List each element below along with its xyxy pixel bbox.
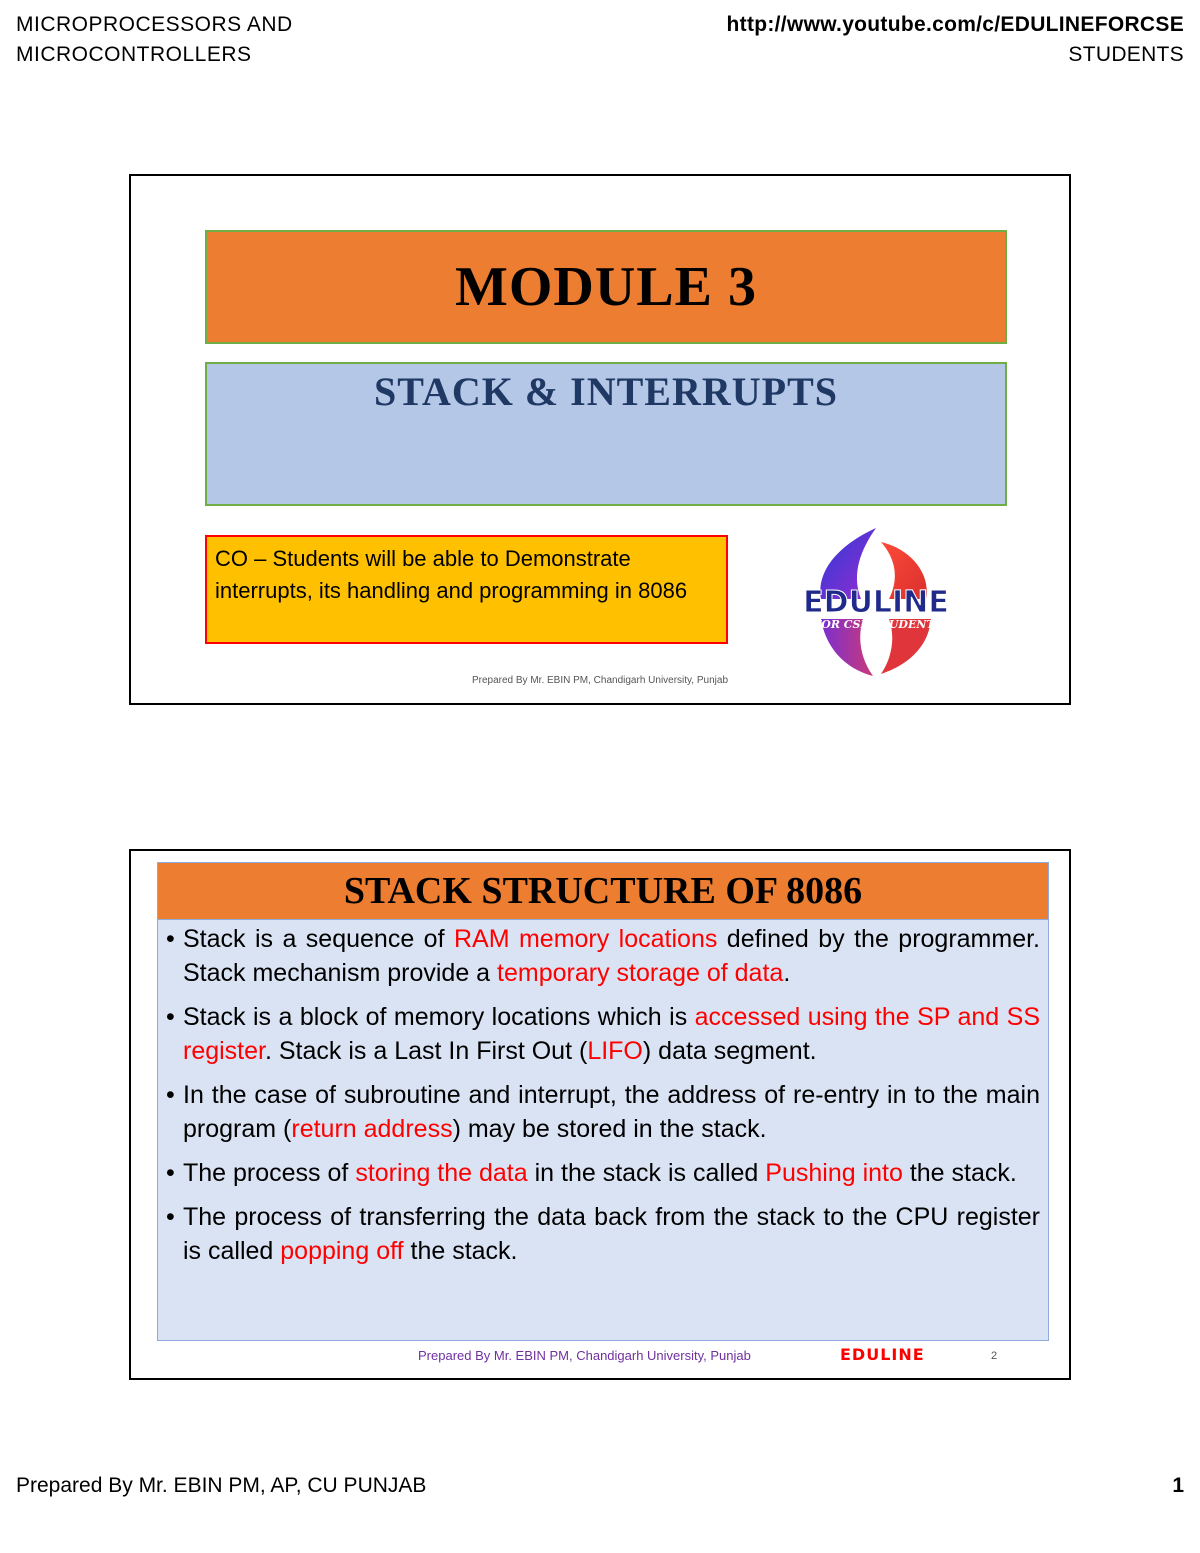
header-course-line1: MICROPROCESSORS AND (16, 13, 293, 36)
slide2-title-box (157, 862, 1049, 920)
bullet-text: the stack. (403, 1237, 518, 1265)
slide2-title: STACK STRUCTURE OF 8086 (343, 870, 863, 912)
slide2-prepared-by: Prepared By Mr. EBIN PM, Chandigarh University, Punjab (418, 1348, 751, 1363)
bullet-text: the stack. (902, 1159, 1017, 1187)
topic-title: STACK & INTERRUPTS (374, 369, 838, 414)
slide-2 (129, 849, 1071, 1380)
eduline-logo-text: EDULINE (803, 585, 949, 620)
module-title: MODULE 3 (455, 256, 757, 318)
slide1-prepared-by: Prepared By Mr. EBIN PM, Chandigarh University, Punjab (471, 675, 729, 686)
bullet-text: The process of (183, 1159, 356, 1187)
bullet-item (166, 1000, 1040, 1068)
document-header-course (16, 10, 293, 70)
page-number: 1 (1172, 1474, 1184, 1497)
eduline-logo (781, 524, 971, 679)
document-header-url[interactable] (727, 10, 1184, 70)
slide-1 (129, 174, 1071, 705)
highlighted-text: accessed using the SP and SS register (183, 1003, 1040, 1065)
highlighted-text: temporary storage of data (497, 959, 784, 987)
bullet-item (166, 922, 1040, 990)
highlighted-text: storing the data (355, 1159, 528, 1187)
highlighted-text: RAM memory locations (453, 925, 718, 953)
slide2-eduline-logo: EDULINE (840, 1345, 925, 1364)
bullet-text: ) may be stored in the stack. (452, 1115, 767, 1143)
module-title-box (205, 230, 1007, 344)
header-course-line2: MICROCONTROLLERS (16, 43, 252, 66)
topic-box (205, 362, 1007, 506)
header-url-line2[interactable]: STUDENTS (1068, 43, 1184, 66)
bullet-item (166, 1200, 1040, 1268)
course-outcome-box: CO – Students will be able to Demonstrate interrupts, its handling and programming in 8086 (205, 535, 728, 644)
highlighted-text: Pushing into (765, 1159, 903, 1187)
slide-number: 2 (991, 1350, 998, 1362)
bullet-text: . Stack is a Last In First Out ( (264, 1037, 588, 1065)
bullet-item (166, 1156, 1040, 1190)
bullet-text: defined by the programmer. Stack mechanism provide a (183, 925, 1041, 987)
bullet-list (166, 922, 1040, 1268)
highlighted-text: return address (291, 1115, 453, 1143)
bullet-item (166, 1078, 1040, 1146)
slide2-body (157, 920, 1049, 1341)
bullet-text: ) data segment. (642, 1037, 817, 1065)
bullet-text: Stack is a block of memory locations which is (183, 1003, 695, 1031)
bullet-text: in the stack is called (527, 1159, 766, 1187)
bullet-text: The process of transferring the data back from the stack to the CPU register is called (183, 1203, 1040, 1265)
bullet-text: In the case of subroutine and interrupt, the address of re-entry in to the main program ( (183, 1081, 1040, 1143)
header-url-line1[interactable]: http://www.youtube.com/c/EDULINEFORCSE (726, 13, 1184, 36)
highlighted-text: popping off (280, 1237, 404, 1265)
eduline-logo-subtext: FOR CSE STUDENTS (813, 618, 943, 631)
bullet-text: Stack is a sequence of (183, 925, 454, 953)
bullet-text: . (783, 959, 791, 987)
footer-prepared-by: Prepared By Mr. EBIN PM, AP, CU PUNJAB (16, 1474, 427, 1497)
highlighted-text: LIFO (587, 1037, 643, 1065)
